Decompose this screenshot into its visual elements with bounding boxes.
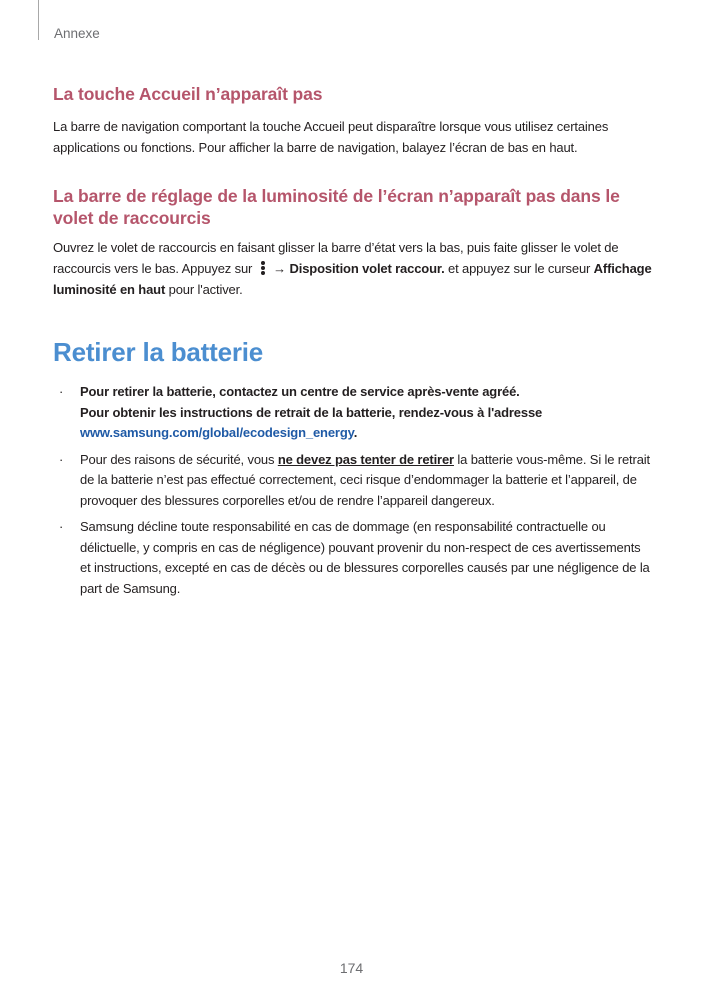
bullet-marker: · [59,451,64,467]
bullet1-line2: Pour obtenir les instructions de retrait de la batterie, rendez-vous à l'adresse [80,404,543,420]
bullet2-text-end: la batterie vous-même. Si le retrait de la batterie n’est pas effectué correctement, ceci risque d’endommager la batterie et l’appareil, de provoquer des blessures corporelles et/ou de rendre l’appareil dangereux. [80,451,650,508]
more-options-icon [258,261,268,275]
margin-rule [38,0,39,40]
bullet-marker: · [59,519,64,534]
battery-warning-list [53,382,653,605]
list-item [53,382,653,444]
page-number: 174 [339,960,364,976]
brightness-instructions-end: pour l'activer. [165,282,243,297]
bullet3-text: Samsung décline toute responsabilité en cas de dommage (en responsabilité contractuelle ou délictuelle, y compris en cas de négligence) pouvant provenir du non-respect de ces avertissements et instructions, excepté en cas de décès ou de blessures corporelles causés par une négligence de la part de Samsung. [80,519,650,596]
list-item [53,450,653,512]
bullet1-line1: Pour retirer la batterie, contactez un centre de service après-vente agréé. [80,384,520,399]
ecodesign-link[interactable]: www.samsung.com/global/ecodesign_energy [80,425,354,440]
section-title-home-key: La touche Accueil n’apparaît pas [53,84,323,104]
menu-item-label: Disposition volet raccour. [289,261,445,276]
setting-label: Affichage luminosité en haut [53,261,652,297]
section-title-brightness-bar: La barre de réglage de la luminosité de l’écran n’apparaît pas dans le volet de raccourcis [53,186,620,228]
brightness-instructions-text: Ouvrez le volet de raccourcis en faisant glisser la barre d’état vers la bas, puis faite glisser le volet de raccourcis vers le bas. Appuyez sur [53,240,619,276]
running-head: Annexe [54,26,100,41]
brightness-instructions-middle: et appuyez sur le curseur [444,261,594,276]
list-item [53,517,653,599]
section-body-brightness-bar [53,237,653,300]
bullet1-end: . [353,425,358,440]
bullet2-text-start: Pour des raisons de sécurité, vous [80,451,278,467]
section-body-home-key: La barre de navigation comportant la touche Accueil peut disparaître lorsque vous utilisez certaines applications ou fonctions. Pour afficher la barre de navigation, balayez l’écran de bas en haut. [53,119,609,155]
bullet-marker: · [59,384,64,399]
arrow-glyph: → [273,261,287,276]
section-heading-remove-battery: Retirer la batterie [53,337,264,367]
bullet2-emphasis: ne devez pas tenter de retirer [277,451,454,467]
